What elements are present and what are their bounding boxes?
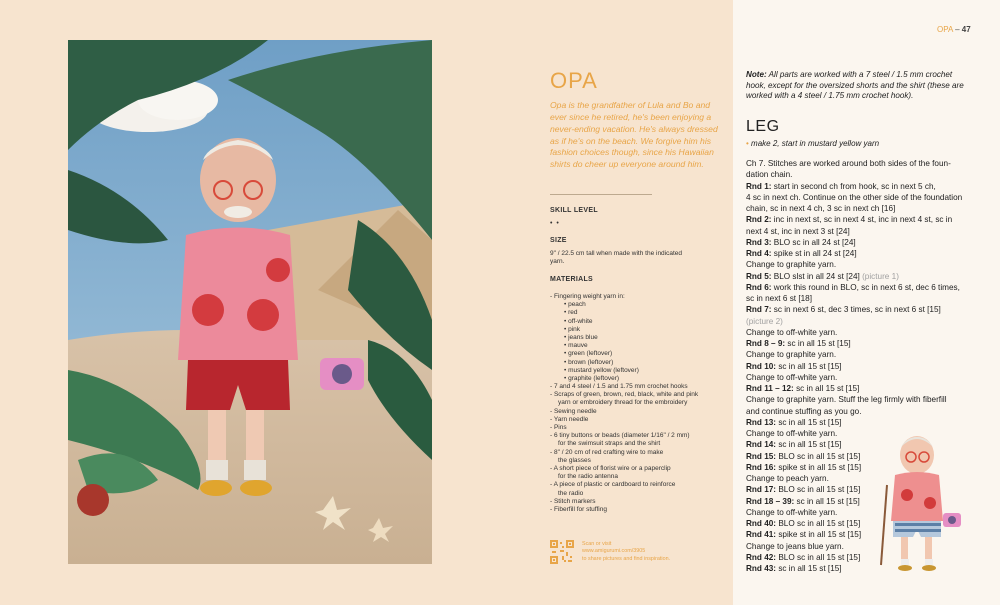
opa-illustration (875, 425, 965, 575)
divider (550, 194, 652, 195)
scan-line-1: Scan or visit (582, 541, 612, 547)
round-label: Rnd 7: (746, 305, 772, 315)
pattern-line (746, 383, 968, 394)
materials-item: - Fingering weight yarn in: (550, 293, 625, 300)
round-text: spike st in all 15 st [15] (778, 462, 862, 472)
materials-item: • green (leftover) (564, 350, 613, 358)
picture-reference: (picture 1) (862, 271, 899, 281)
round-label: Rnd 3: (746, 237, 772, 247)
materials-item: - Sewing needle (550, 407, 597, 415)
materials-item: • mauve (564, 342, 588, 350)
pattern-line (746, 169, 968, 180)
pattern-line (746, 237, 968, 248)
round-text: sc in next 6 st, dec 3 times, sc in next 6 st [15] (773, 305, 941, 315)
skill-level-value: • • (550, 220, 560, 227)
round-text: sc in all 15 st [15] (796, 496, 860, 506)
pattern-line (746, 226, 968, 237)
leg-subtitle (746, 139, 879, 148)
size-label: SIZE (550, 237, 567, 244)
materials-item: - Scraps of green, brown, red, black, white and pink (550, 391, 699, 399)
round-text: Change to off-white yarn. (746, 429, 838, 438)
materials-item: - Pins (550, 424, 567, 431)
round-label: Rnd 16: (746, 462, 777, 472)
running-header (937, 25, 971, 34)
round-label: Rnd 14: (746, 440, 777, 450)
materials-item: - 7 and 4 steel / 1.5 and 1.75 mm crochet hooks (550, 383, 688, 391)
materials-item: - Stitch markers (550, 497, 596, 505)
pattern-line (746, 406, 968, 417)
round-label: Rnd 18 – 39: (746, 496, 795, 506)
round-text: start in second ch from hook, sc in next 5 ch, (773, 181, 936, 191)
pattern-line (746, 338, 968, 349)
page-number: 47 (961, 25, 971, 34)
round-text: sc in all 15 st [15] (778, 417, 842, 427)
round-label: Rnd 8 – 9: (746, 339, 786, 348)
materials-item: • pink (564, 325, 581, 333)
materials-item: - A short piece of florist wire or a paperclip (550, 464, 671, 472)
pattern-line (746, 192, 968, 203)
materials-item: • graphite (leftover) (564, 374, 620, 382)
materials-item: yarn or embroidery thread for the embroidery (558, 399, 688, 407)
materials-item: • mustard yellow (leftover) (564, 366, 639, 374)
materials-item: - Yarn needle (550, 415, 589, 423)
round-text: BLO sc in all 15 st [15] (778, 451, 861, 461)
round-text: chain, sc in next 4 ch, 3 sc in next ch [16] (746, 204, 896, 213)
round-text: Change to graphite yarn. Stuff the leg firmly with fiberfill (746, 395, 947, 405)
round-label: Rnd 1: (746, 181, 772, 191)
materials-item: • brown (leftover) (564, 358, 614, 366)
header-section: OPA (937, 25, 953, 34)
round-text: BLO sc in all 15 st [15] (778, 552, 861, 562)
round-text: BLO sc in all 24 st [24] (773, 237, 856, 247)
round-label: Rnd 4: (746, 249, 772, 258)
pattern-line (746, 203, 968, 214)
round-text: sc in all 15 st [15] (778, 440, 842, 450)
round-label: Rnd 40: (746, 519, 777, 528)
round-label: Rnd 2: (746, 215, 772, 225)
materials-item: • jeans blue (564, 333, 598, 341)
round-label: Rnd 15: (746, 451, 777, 461)
round-label: Rnd 17: (746, 485, 777, 495)
scan-caption (582, 541, 702, 563)
round-text: sc in all 15 st [15] (778, 564, 842, 573)
round-text: inc in next st, sc in next 4 st, inc in next 4 st, sc in (773, 215, 953, 225)
round-label: Rnd 10: (746, 361, 777, 371)
round-text: sc in all 15 st [15] (796, 384, 860, 393)
round-label: Rnd 41: (746, 530, 777, 540)
round-text: spike st in all 24 st [24] (773, 249, 857, 258)
round-text: work this round in BLO, sc in next 6 st, dec 6 times, (773, 282, 960, 292)
qr-code-icon[interactable] (550, 540, 574, 564)
round-text: Change to peach yarn. (746, 474, 829, 483)
round-text: BLO sc in all 15 st [15] (778, 519, 861, 528)
materials-item: for the swimsuit straps and the shirt (558, 440, 661, 448)
pattern-line (746, 372, 968, 383)
round-label: Rnd 5: (746, 271, 772, 281)
round-text: 4 sc in next ch. Continue on the other side of the foundation (746, 192, 963, 202)
pattern-line (746, 181, 968, 192)
pattern-line (746, 304, 968, 315)
round-text: BLO slst in all 24 st [24] (773, 271, 860, 281)
materials-label: MATERIALS (550, 276, 594, 283)
materials-item: • red (564, 309, 578, 317)
materials-item: - 8" / 20 cm of red crafting wire to make (550, 448, 664, 456)
pattern-line (746, 316, 968, 327)
pattern-line (746, 349, 968, 360)
pattern-line (746, 248, 968, 259)
pattern-line (746, 361, 968, 372)
materials-item: - A piece of plastic or cardboard to reinforce (550, 481, 676, 489)
round-text: and continue stuffing as you go. (746, 406, 862, 416)
note-paragraph (746, 70, 974, 102)
note-text: All parts are worked with a 7 steel / 1.5 mm crochet hook, except for the oversized shorts and the shirt (these are worked with a 4 steel / 1.75 mm crochet hook). (746, 70, 964, 101)
note-label: Note: (746, 70, 767, 79)
round-label: Rnd 13: (746, 417, 777, 427)
round-label: Rnd 42: (746, 552, 777, 562)
materials-item: - 6 tiny buttons or beads (diameter 1/16" / 2 mm) (550, 432, 690, 440)
size-text: 9" / 22.5 cm tall when made with the indicated yarn. (550, 250, 683, 266)
pattern-intro: Opa is the grandfather of Lula and Bo and ever since he retired, he's been enjoying a never-ending vacation. He's always dressed as if he's on the beach. We forgive him his fashion choices though, since his Hawaiian shirts do cheer up everyone around him. (550, 100, 718, 170)
picture-reference: (picture 2) (746, 316, 783, 326)
scan-line-3: to share pictures and find inspiration. (582, 555, 671, 562)
round-text: sc in all 15 st [15] (787, 339, 851, 348)
pattern-line (746, 259, 968, 270)
materials-item: • peach (564, 301, 586, 309)
leg-subtitle-text: make 2, start in mustard yellow yarn (751, 139, 880, 148)
round-label: Rnd 6: (746, 282, 772, 292)
round-text: Change to graphite yarn. (746, 350, 837, 360)
scan-url[interactable]: www.amigurumi.com/3905 (582, 548, 646, 555)
materials-list (550, 293, 720, 514)
round-text: Change to off-white yarn. (746, 507, 838, 517)
round-label: Rnd 43: (746, 564, 777, 573)
header-dash: – (955, 25, 960, 34)
leg-section-title: LEG (746, 118, 780, 135)
skill-level-label: SKILL LEVEL (550, 207, 598, 214)
round-label: Rnd 11 – 12: (746, 384, 794, 393)
round-text: next 4 st, inc in next 3 st [24] (746, 226, 850, 236)
materials-item: for the radio antenna (558, 473, 618, 481)
round-text: BLO sc in all 15 st [15] (778, 485, 861, 495)
pattern-line (746, 158, 968, 169)
pattern-title: OPA (550, 68, 598, 93)
bullet-icon: • (746, 139, 749, 148)
pattern-line (746, 271, 968, 282)
round-text: sc in next 6 st [18] (746, 294, 812, 303)
round-text: spike st in all 15 st [15] (778, 530, 862, 540)
materials-item: - Fiberfill for stuffing (550, 505, 607, 513)
round-text: Change to jeans blue yarn. (746, 541, 844, 551)
round-text: Ch 7. Stitches are worked around both sides of the foun- (746, 159, 951, 168)
round-text: sc in all 15 st [15] (778, 361, 842, 371)
pattern-line (746, 394, 968, 405)
materials-item: the radio (558, 489, 584, 497)
pattern-line (746, 327, 968, 338)
round-text: dation chain. (746, 170, 793, 180)
round-text: Change to graphite yarn. (746, 260, 837, 270)
materials-item: • off-white (564, 317, 593, 325)
pattern-line (746, 293, 968, 304)
pattern-line (746, 282, 968, 293)
pattern-line (746, 214, 968, 225)
round-text: Change to off-white yarn. (746, 372, 838, 382)
materials-item: the glasses (558, 456, 591, 464)
round-text: Change to off-white yarn. (746, 327, 838, 337)
opa-doll-photo (68, 40, 432, 564)
